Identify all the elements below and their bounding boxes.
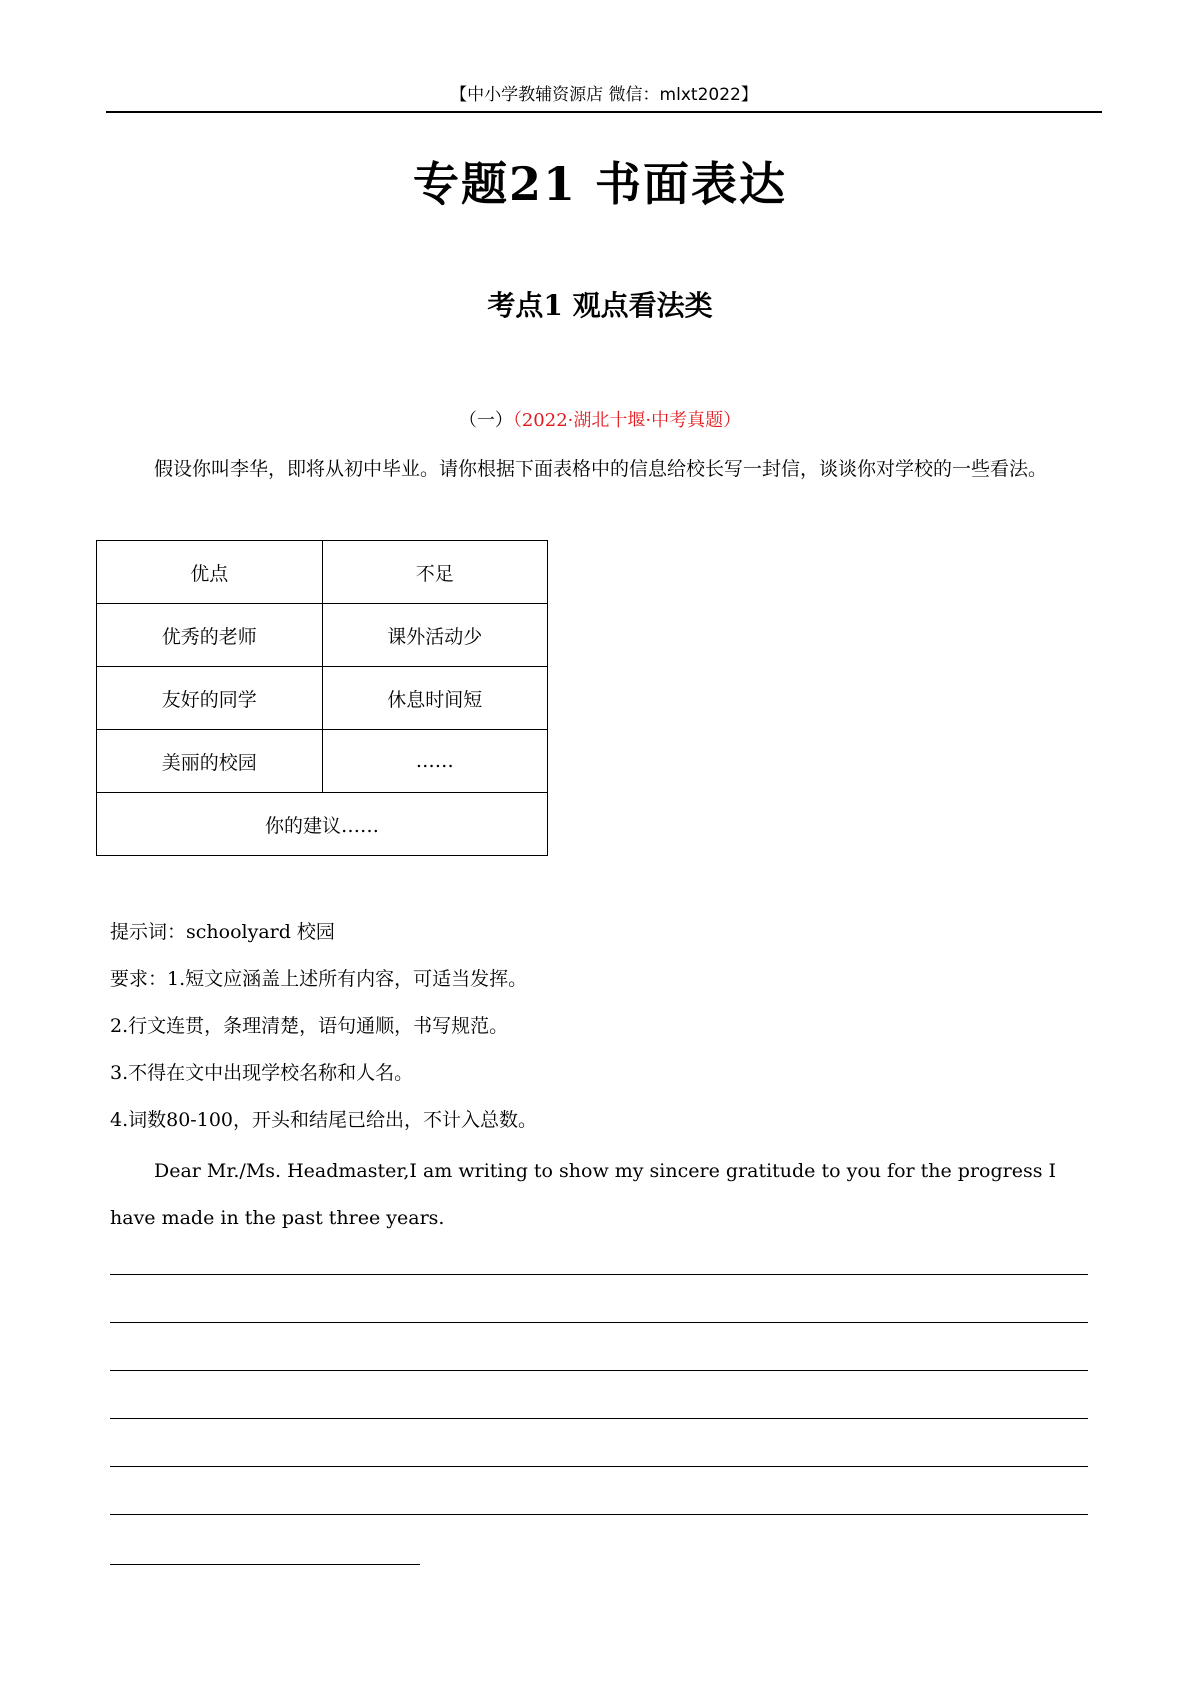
table-row <box>97 730 548 793</box>
question-prompt: 假设你叫李华，即将从初中毕业。请你根据下面表格中的信息给校长写一封信，谈谈你对学校的一些看法。 <box>154 458 1048 480</box>
answer-line <box>110 1466 1088 1467</box>
requirement-4: 4.词数80-100，开头和结尾已给出，不计入总数。 <box>110 1109 537 1131</box>
table-footer-row <box>97 793 548 856</box>
answer-line <box>110 1514 1088 1515</box>
answer-line-short <box>110 1564 420 1565</box>
requirement-1: 要求：1.短文应涵盖上述所有内容，可适当发挥。 <box>110 968 528 990</box>
requirement-2: 2.行文连贯，条理清楚，语句通顺，书写规范。 <box>110 1015 509 1037</box>
question-heading <box>0 406 1200 432</box>
table-row <box>97 667 548 730</box>
answer-line <box>110 1370 1088 1371</box>
header-rule <box>106 111 1102 113</box>
table-cell: 美丽的校园 <box>97 730 323 793</box>
table-cell: 休息时间短 <box>322 667 548 730</box>
answer-line <box>110 1322 1088 1323</box>
answer-line <box>110 1274 1088 1275</box>
question-number: （一） <box>458 410 513 431</box>
header-text: 【中小学教辅资源店 微信：mlxt2022】 <box>450 85 758 105</box>
letter-opening: Dear Mr./Ms. Headmaster,I am writing to show my sincere gratitude to you for the progress I have made in the past three years. <box>110 1160 1056 1229</box>
table-cell: 友好的同学 <box>97 667 323 730</box>
table-header-row <box>97 541 548 604</box>
table-footer-cell: 你的建议…… <box>97 793 548 856</box>
section-title: 考点1 观点看法类 <box>487 289 713 322</box>
table-cell: …… <box>322 730 548 793</box>
hint-keyword: 提示词：schoolyard 校园 <box>110 921 335 943</box>
table-header-cell: 优点 <box>97 541 323 604</box>
info-table <box>96 540 548 856</box>
requirement-3: 3.不得在文中出现学校名称和人名。 <box>110 1062 414 1084</box>
table-header-cell: 不足 <box>322 541 548 604</box>
table-cell: 优秀的老师 <box>97 604 323 667</box>
table-cell: 课外活动少 <box>322 604 548 667</box>
answer-line <box>110 1418 1088 1419</box>
question-source: （2022·湖北十堰·中考真题） <box>512 410 742 431</box>
table-row <box>97 604 548 667</box>
page-title: 专题21 书面表达 <box>412 157 788 211</box>
